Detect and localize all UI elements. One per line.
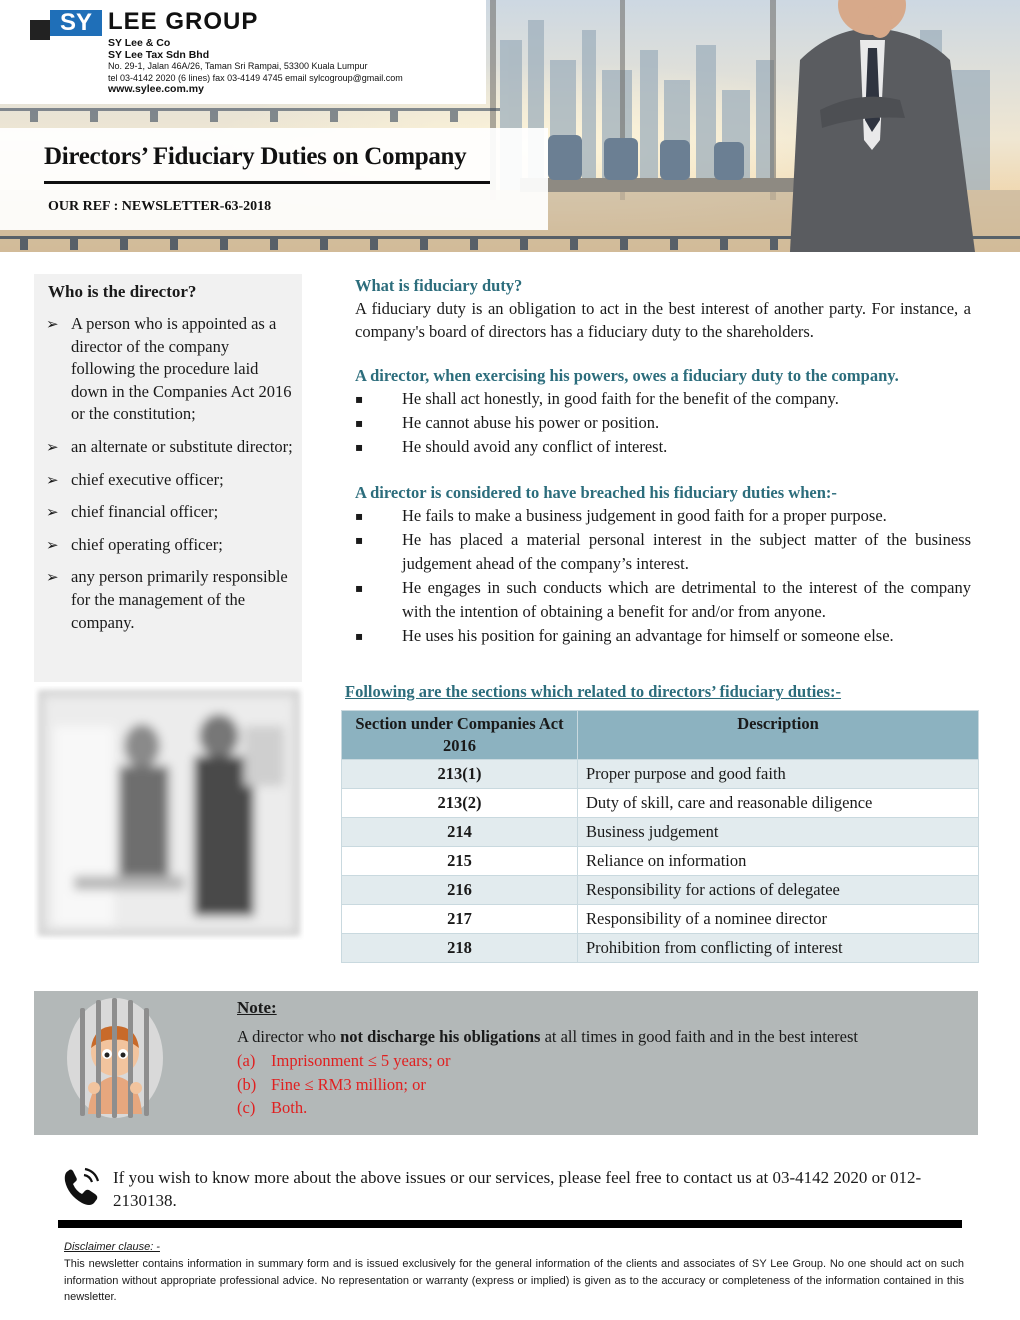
section-number: 217 [342,905,578,934]
section-number: 213(1) [342,760,578,789]
section-description: Responsibility of a nominee director [578,905,979,934]
company-contacts: tel 03-4142 2020 (6 lines) fax 03-4149 4745 email sylcogroup@gmail.com [108,72,403,83]
table-row [342,934,979,963]
section-description: Business judgement [578,818,979,847]
company-line-2: SY Lee Tax Sdn Bhd [108,48,210,61]
fiduciary-definition: A fiduciary duty is an obligation to act in the best interest of another party. For instance, a company's board of directors has a fiduciary duty to the shareholders. [355,299,971,341]
penalty-text: Both. [271,1098,308,1117]
contact-text: If you wish to know more about the above issues or our services, please feel free to contact us at 03-4142 2020 or 012-2130138. [113,1168,922,1210]
column-header-section: Section under Companies Act 2016 [342,711,578,760]
section-number: 213(2) [342,789,578,818]
penalty-label: (c) [237,1098,256,1117]
owes-duty-heading: A director, when exercising his powers, owes a fiduciary duty to the company. [355,366,899,385]
jailed-person-icon [66,996,164,1120]
table-row [342,789,979,818]
director-list-item: ➢ an alternate or substitute director; [46,436,296,459]
section-number: 215 [342,847,578,876]
penalty-text: Fine ≤ RM3 million; or [271,1074,426,1094]
note-text-end: at all times in good faith and in the best interest [540,1027,859,1046]
breach-item: ▪ He has placed a material personal interest in the subject matter of the business judgement ahead of the company’s interest. [355,528,971,576]
note-box [34,991,978,1135]
logo-shadow-block [30,20,50,40]
section-description: Proper purpose and good faith [578,760,979,789]
breach-list [355,504,971,648]
note-title: Note: [237,998,277,1017]
director-list-item: ➢ chief operating officer; [46,534,296,557]
penalty-item [237,1096,451,1120]
breach-item: ▪ He uses his position for gaining an advantage for himself or someone else. [355,624,971,648]
section-description: Duty of skill, care and reasonable diligence [578,789,979,818]
penalty-item [237,1049,451,1073]
newsletter-ref: OUR REF : NEWSLETTER-63-2018 [48,199,272,214]
phone-icon [62,1165,102,1207]
penalty-label: (b) [237,1074,257,1094]
director-list-item: ➢ chief executive officer; [46,469,296,492]
disclaimer-body: This newsletter contains information in summary form and is issued exclusively for the general information of the clients and associates of SY Lee Group. No one should act on such information without appropriate professional advice. No representation or warranty (express or implied) is given as to the accuracy or completeness of the information contained in this newsletter. [64,1258,964,1303]
table-header-row [342,711,979,760]
logo-mark: SY [50,10,102,36]
main-content [355,275,971,648]
sections-table [341,710,979,963]
company-details [108,38,403,96]
title-underline [44,181,490,184]
penalty-list [237,1049,451,1120]
company-name: LEE GROUP [108,8,259,35]
owes-duty-list [355,387,971,459]
director-list-item: ➢ any person primarily responsible for the management of the company. [46,566,296,634]
fiduciary-heading: What is fiduciary duty? [355,276,523,295]
page-title: Directors’ Fiduciary Duties on Company [44,143,467,170]
penalty-label: (a) [237,1051,256,1070]
table-row [342,760,979,789]
note-text [237,1027,858,1047]
section-description: Prohibition from conflicting of interest [578,934,979,963]
company-website: www.sylee.com.my [108,83,204,96]
section-number: 218 [342,934,578,963]
sidebar-title: Who is the director? [48,282,197,301]
section-description: Reliance on information [578,847,979,876]
table-row [342,847,979,876]
table-row [342,818,979,847]
breach-heading: A director is considered to have breached his fiduciary duties when:- [355,483,837,502]
company-address: No. 29-1, Jalan 46A/26, Taman Sri Rampai, 53300 Kuala Lumpur [108,61,368,72]
column-header-description: Description [578,711,979,760]
owes-duty-item: ▪ He should avoid any conflict of interest. [355,435,971,459]
company-line-1: SY Lee & Co [108,37,171,49]
director-list-item: ➢ A person who is appointed as a director of the company following the procedure laid down in the Companies Act 2016 or the constitution; [46,313,296,426]
blurred-office-photo [34,686,304,940]
penalty-item [237,1073,451,1097]
sections-caption: Following are the sections which related to directors’ fiduciary duties:- [345,682,842,701]
note-text-start: A director who [237,1027,341,1046]
owes-duty-item: ▪ He shall act honestly, in good faith for the benefit of the company. [355,387,971,411]
breach-item: ▪ He fails to make a business judgement in good faith for a proper purpose. [355,504,971,528]
penalty-text: Imprisonment ≤ 5 years; or [271,1051,451,1070]
disclaimer-title: Disclaimer clause: - [64,1241,160,1253]
section-divider [58,1220,962,1228]
section-description: Responsibility for actions of delegatee [578,876,979,905]
note-text-bold: not discharge his obligations [340,1027,541,1046]
director-list-item: ➢ chief financial officer; [46,501,296,524]
table-row [342,905,979,934]
section-number: 216 [342,876,578,905]
director-list [46,313,296,644]
table-row [342,876,979,905]
section-number: 214 [342,818,578,847]
owes-duty-item: ▪ He cannot abuse his power or position. [355,411,971,435]
breach-item: ▪ He engages in such conducts which are detrimental to the interest of the company with the intention of obtaining a benefit for and/or from anyone. [355,576,971,624]
header-banner [0,0,1020,252]
